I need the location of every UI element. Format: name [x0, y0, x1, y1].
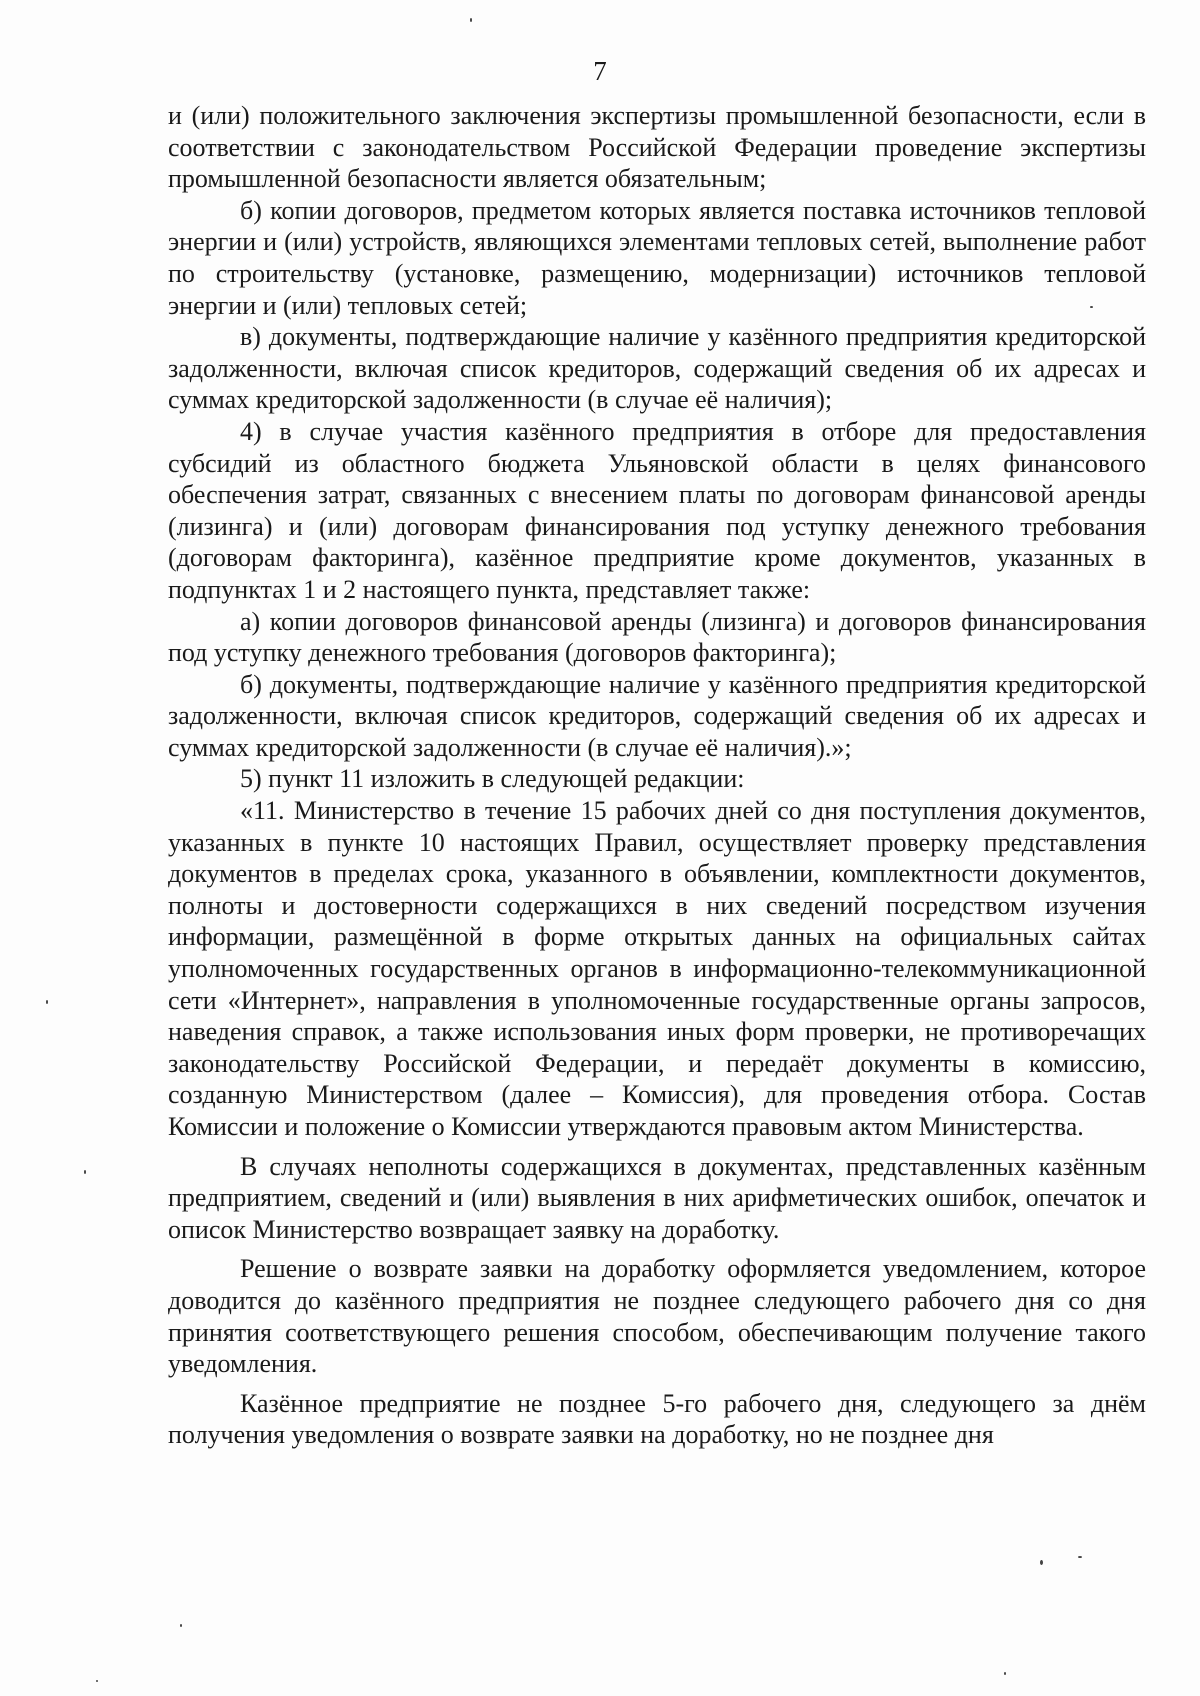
- scan-speck: [1004, 1672, 1006, 1675]
- page-number: 7: [593, 56, 607, 86]
- scan-speck: [96, 1680, 98, 1682]
- paragraph-8: «11. Министерство в течение 15 рабочих дней со дня поступления документов, указанных в пункте 10 настоящих Правил, осуществляет проверку представления документов в пределах срока, указанного в объявлении, комплектности документов, полноты и достоверности содержащихся в них сведений посредством изучения информации, размещённой в форме открытых данных на официальных сайтах уполномоченных государственных органов в информационно-телекоммуникационной сети «Интернет», направления в уполномоченные государственные органы запросов, наведения справок, а также использования иных форм проверки, не противоречащих законодательству Российской Федерации, и передаёт документы в комиссию, созданную Министерством (далее – Комиссия), для проведения отбора. Состав Комиссии и положение о Комиссии утверждаются правовым актом Министерства.: [168, 796, 1146, 1141]
- paragraph-11: Казённое предприятие не позднее 5-го рабочего дня, следующего за днём получения уведомления о возврате заявки на доработку, но не позднее дня: [168, 1388, 1146, 1450]
- scan-speck: [1090, 306, 1093, 308]
- scan-speck: [180, 1624, 182, 1627]
- paragraph-2: б) копии договоров, предметом которых является поставка источников тепловой энергии и (или) устройств, являющихся элементами тепловых сетей, выполнение работ по строительству (установке, размещению, модернизации) источников тепловой энергии и (или) тепловых сетей;: [168, 195, 1146, 320]
- scan-speck: [84, 1170, 86, 1174]
- scan-speck: [1040, 1560, 1043, 1565]
- paragraph-9: В случаях неполноты содержащихся в документах, представленных казённым предприятием, сведений и (или) выявления в них арифметических ошибок, опечаток и описок Министерство возвращает заявку на доработку.: [168, 1151, 1146, 1244]
- paragraph-6: б) документы, подтверждающие наличие у казённого предприятия кредиторской задолженности, включая список кредиторов, содержащий сведения об их адресах и суммах кредиторской задолженности (в случае её наличия).»;: [168, 669, 1146, 762]
- paragraph-1: и (или) положительного заключения экспертизы промышленной безопасности, если в соответствии с законодательством Российской Федерации проведение экспертизы промышленной безопасности является обязательным;: [168, 101, 1146, 194]
- scan-speck: [470, 18, 472, 22]
- paragraph-7: 5) пункт 11 изложить в следующей редакции:: [240, 764, 745, 794]
- paragraph-10: Решение о возврате заявки на доработку оформляется уведомлением, которое доводится до казённого предприятия не позднее следующего рабочего дня со дня принятия соответствующего решения способом, обеспечивающим получение такого уведомления.: [168, 1254, 1146, 1379]
- paragraph-5: а) копии договоров финансовой аренды (лизинга) и договоров финансирования под уступку денежного требования (договоров факторинга);: [168, 606, 1146, 668]
- paragraph-3: в) документы, подтверждающие наличие у казённого предприятия кредиторской задолженности, включая список кредиторов, содержащий сведения об их адресах и суммах кредиторской задолженности (в случае её наличия);: [168, 322, 1146, 415]
- scan-speck: [46, 1000, 48, 1004]
- scan-speck: [1078, 1556, 1082, 1558]
- paragraph-4: 4) в случае участия казённого предприятия в отборе для предоставления субсидий из областного бюджета Ульяновской области в целях финансового обеспечения затрат, связанных с внесением платы по договорам финансовой аренды (лизинга) и (или) договорам финансирования под уступку денежного требования (договорам факторинга), казённое предприятие кроме документов, указанных в подпунктах 1 и 2 настоящего пункта, представляет также:: [168, 416, 1146, 604]
- document-body: [168, 100, 1146, 1451]
